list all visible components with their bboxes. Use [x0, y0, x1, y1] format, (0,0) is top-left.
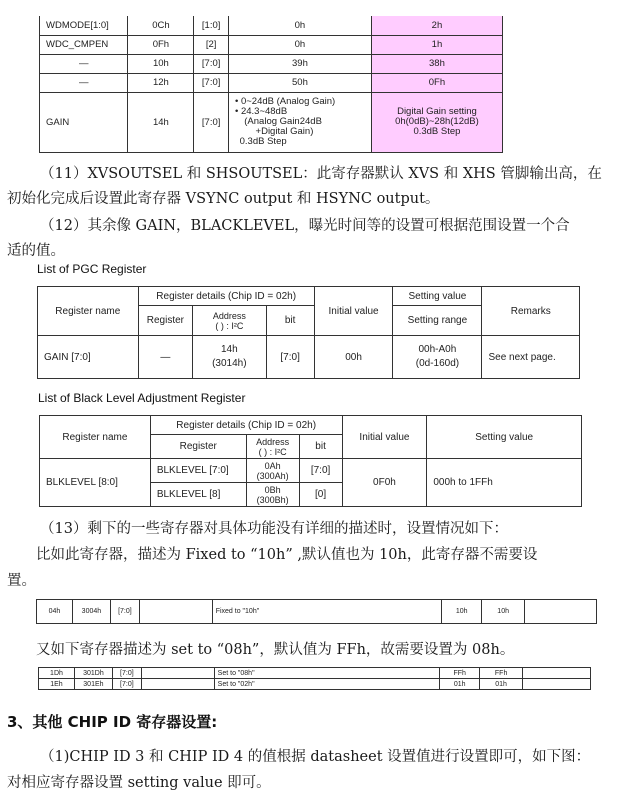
- bit: [7:0]: [194, 92, 229, 152]
- bit: [7:0]: [194, 73, 229, 92]
- address: [246, 459, 299, 483]
- description: Fixed to "10h": [212, 600, 442, 624]
- setting-value: 38h: [371, 54, 502, 73]
- extra-cell: [525, 600, 597, 624]
- i2c-address: 3004h: [72, 600, 110, 624]
- header-bit: bit: [266, 306, 314, 336]
- header-setting-value: Setting value: [427, 416, 582, 459]
- bit: [2]: [194, 35, 229, 54]
- address: 14h: [128, 92, 194, 152]
- register-name: —: [40, 73, 128, 92]
- paragraph-13-line-3: 置。: [7, 573, 36, 589]
- i2c-address: 301Dh: [74, 668, 112, 679]
- table-row: [39, 679, 591, 690]
- header-register-details: Register details (Chip ID = 02h): [138, 287, 314, 306]
- blank-cell: [139, 600, 212, 624]
- header-register: Register: [138, 306, 193, 336]
- address-value: 0Bh: [264, 484, 281, 495]
- setting-value: 01h: [480, 679, 523, 690]
- register-name: GAIN [7:0]: [38, 336, 139, 379]
- register-name: WDMODE[1:0]: [40, 16, 128, 35]
- bit: [7:0]: [299, 459, 342, 483]
- register-name: —: [40, 54, 128, 73]
- header-register-details: Register details (Chip ID = 02h): [150, 416, 342, 435]
- default-value: 10h: [442, 600, 482, 624]
- address: 1Dh: [39, 668, 75, 679]
- setting-value: FFh: [480, 668, 523, 679]
- description: Set to "02h": [214, 679, 440, 690]
- register-name: BLKLEVEL [8:0]: [40, 459, 151, 507]
- paragraph-12-line-2: 适的值。: [7, 243, 65, 259]
- header-address-sub: ( ) : I²C: [258, 446, 287, 457]
- section-3-line-1: （1)CHIP ID 3 和 CHIP ID 4 的值根据 datasheet 设置值进行设置即可，如下图：: [40, 749, 591, 765]
- bit: [7:0]: [110, 600, 139, 624]
- address-value: 0Ah: [264, 460, 281, 471]
- address: [193, 336, 266, 379]
- setting-range-hex: 00h-A0h: [418, 344, 457, 355]
- bit: [1:0]: [194, 16, 229, 35]
- address-i2c: (300Ah): [256, 470, 289, 481]
- bit: [7:0]: [194, 54, 229, 73]
- header-row: [38, 287, 580, 306]
- register-name: WDC_CMPEN: [40, 35, 128, 54]
- table-row: [40, 54, 503, 73]
- header-register: Register: [150, 435, 246, 459]
- header-address: [246, 435, 299, 459]
- section-3-heading: 3、其他 CHIP ID 寄存器设置:: [7, 713, 218, 731]
- description: Set to "08h": [214, 668, 440, 679]
- table-row-gain: [40, 92, 503, 152]
- fixed-register-snippet: [36, 599, 597, 624]
- header-remarks: Remarks: [482, 287, 580, 336]
- blank-cell: [141, 679, 214, 690]
- header-address-sub: ( ) : I²C: [215, 320, 244, 331]
- default-value: 01h: [440, 679, 480, 690]
- address: 0Ch: [128, 16, 194, 35]
- setting-value: 1h: [371, 35, 502, 54]
- gain-setting-description: [371, 92, 502, 152]
- header-address-label: Address: [256, 436, 290, 447]
- gain-line: 0.3dB Step: [236, 136, 287, 147]
- setting-value: 0Fh: [371, 73, 502, 92]
- address-i2c: (3014h): [212, 358, 247, 369]
- gain-line: +Digital Gain): [244, 126, 314, 137]
- section-3-line-2: 对相应寄存器设置 setting value 即可。: [7, 775, 271, 791]
- i2c-address: 301Eh: [74, 679, 112, 690]
- gain-setting-line: Digital Gain setting: [397, 106, 477, 117]
- remarks: See next page.: [482, 336, 580, 379]
- bit: [7:0]: [112, 679, 141, 690]
- address: 1Eh: [39, 679, 75, 690]
- initial-value: 50h: [228, 73, 371, 92]
- blank-cell: [141, 668, 214, 679]
- paragraph-13-line-1: （13）剩下的一些寄存器对具体功能没有详细的描述时，设置情况如下：: [40, 521, 508, 537]
- header-address-label: Address: [212, 310, 246, 321]
- black-level-register-table: [39, 415, 582, 507]
- initial-value: 0h: [228, 35, 371, 54]
- gain-initial-description: [228, 92, 371, 152]
- bit: [7:0]: [112, 668, 141, 679]
- gain-setting-line: 0.3dB Step: [413, 126, 461, 137]
- setting-value: 000h to 1FFh: [427, 459, 582, 507]
- initial-value: 0F0h: [342, 459, 427, 507]
- header-register-name: Register name: [38, 287, 139, 336]
- extra-cell: [523, 679, 591, 690]
- address: [246, 483, 299, 507]
- table-row: [40, 459, 582, 483]
- register: BLKLEVEL [8]: [150, 483, 246, 507]
- table-row: [40, 35, 503, 54]
- initial-value: 0h: [228, 16, 371, 35]
- setting-range: [393, 336, 482, 379]
- bit: [0]: [299, 483, 342, 507]
- header-row: [40, 416, 582, 435]
- setting-value: 10h: [482, 600, 525, 624]
- paragraph-12-line-1: （12）其余像 GAIN，BLACKLEVEL，曝光时间等的设置可根据范围设置一个合: [40, 218, 570, 234]
- table-row: [38, 336, 580, 379]
- register: BLKLEVEL [7:0]: [150, 459, 246, 483]
- default-value: FFh: [440, 668, 480, 679]
- setting-value: 2h: [371, 16, 502, 35]
- paragraph-13-line-2: 比如此寄存器，描述为 Fixed to “10h” ,默认值也为 10h，此寄存器不需要设: [36, 547, 538, 563]
- header-address: [193, 306, 266, 336]
- gain-line: • 0~24dB (Analog Gain): [234, 96, 336, 107]
- register: —: [138, 336, 193, 379]
- address: 04h: [37, 600, 73, 624]
- table-row: [40, 16, 503, 35]
- gain-line: • 24.3~48dB: [234, 106, 288, 117]
- address: 12h: [128, 73, 194, 92]
- address: 0Fh: [128, 35, 194, 54]
- bit: [7:0]: [266, 336, 314, 379]
- initial-value: 00h: [314, 336, 393, 379]
- setting-range-dec: (0d-160d): [415, 358, 460, 369]
- address: 10h: [128, 54, 194, 73]
- address-i2c: (300Bh): [256, 494, 289, 505]
- register-name: GAIN: [40, 92, 128, 152]
- gain-setting-line: 0h(0dB)~28h(12dB): [395, 116, 479, 127]
- table-row: [40, 73, 503, 92]
- header-initial-value: Initial value: [314, 287, 393, 336]
- header-initial-value: Initial value: [342, 416, 427, 459]
- pgc-register-table: [37, 286, 580, 379]
- paragraph-11-line-1: （11）XVSOUTSEL 和 SHSOUTSEL：此寄存器默认 XVS 和 XHS 管脚输出高，在: [40, 166, 602, 182]
- wdr-register-table: [39, 16, 503, 153]
- header-setting-value: Setting value: [393, 287, 482, 306]
- set-register-snippet: [38, 667, 591, 690]
- header-register-name: Register name: [40, 416, 151, 459]
- gain-line: (Analog Gain24dB: [238, 116, 322, 127]
- pgc-table-caption: List of PGC Register: [37, 262, 147, 276]
- header-bit: bit: [299, 435, 342, 459]
- header-setting-range: Setting range: [393, 306, 482, 336]
- table-row: [39, 668, 591, 679]
- paragraph-set-to: 又如下寄存器描述为 set to “08h”，默认值为 FFh，故需要设置为 08h。: [36, 642, 515, 658]
- paragraph-11-line-2: 初始化完成后设置此寄存器 VSYNC output 和 HSYNC output。: [7, 191, 440, 207]
- extra-cell: [523, 668, 591, 679]
- initial-value: 39h: [228, 54, 371, 73]
- table-row: [37, 600, 597, 624]
- address-value: 14h: [220, 344, 238, 355]
- blk-table-caption: List of Black Level Adjustment Register: [38, 391, 246, 405]
